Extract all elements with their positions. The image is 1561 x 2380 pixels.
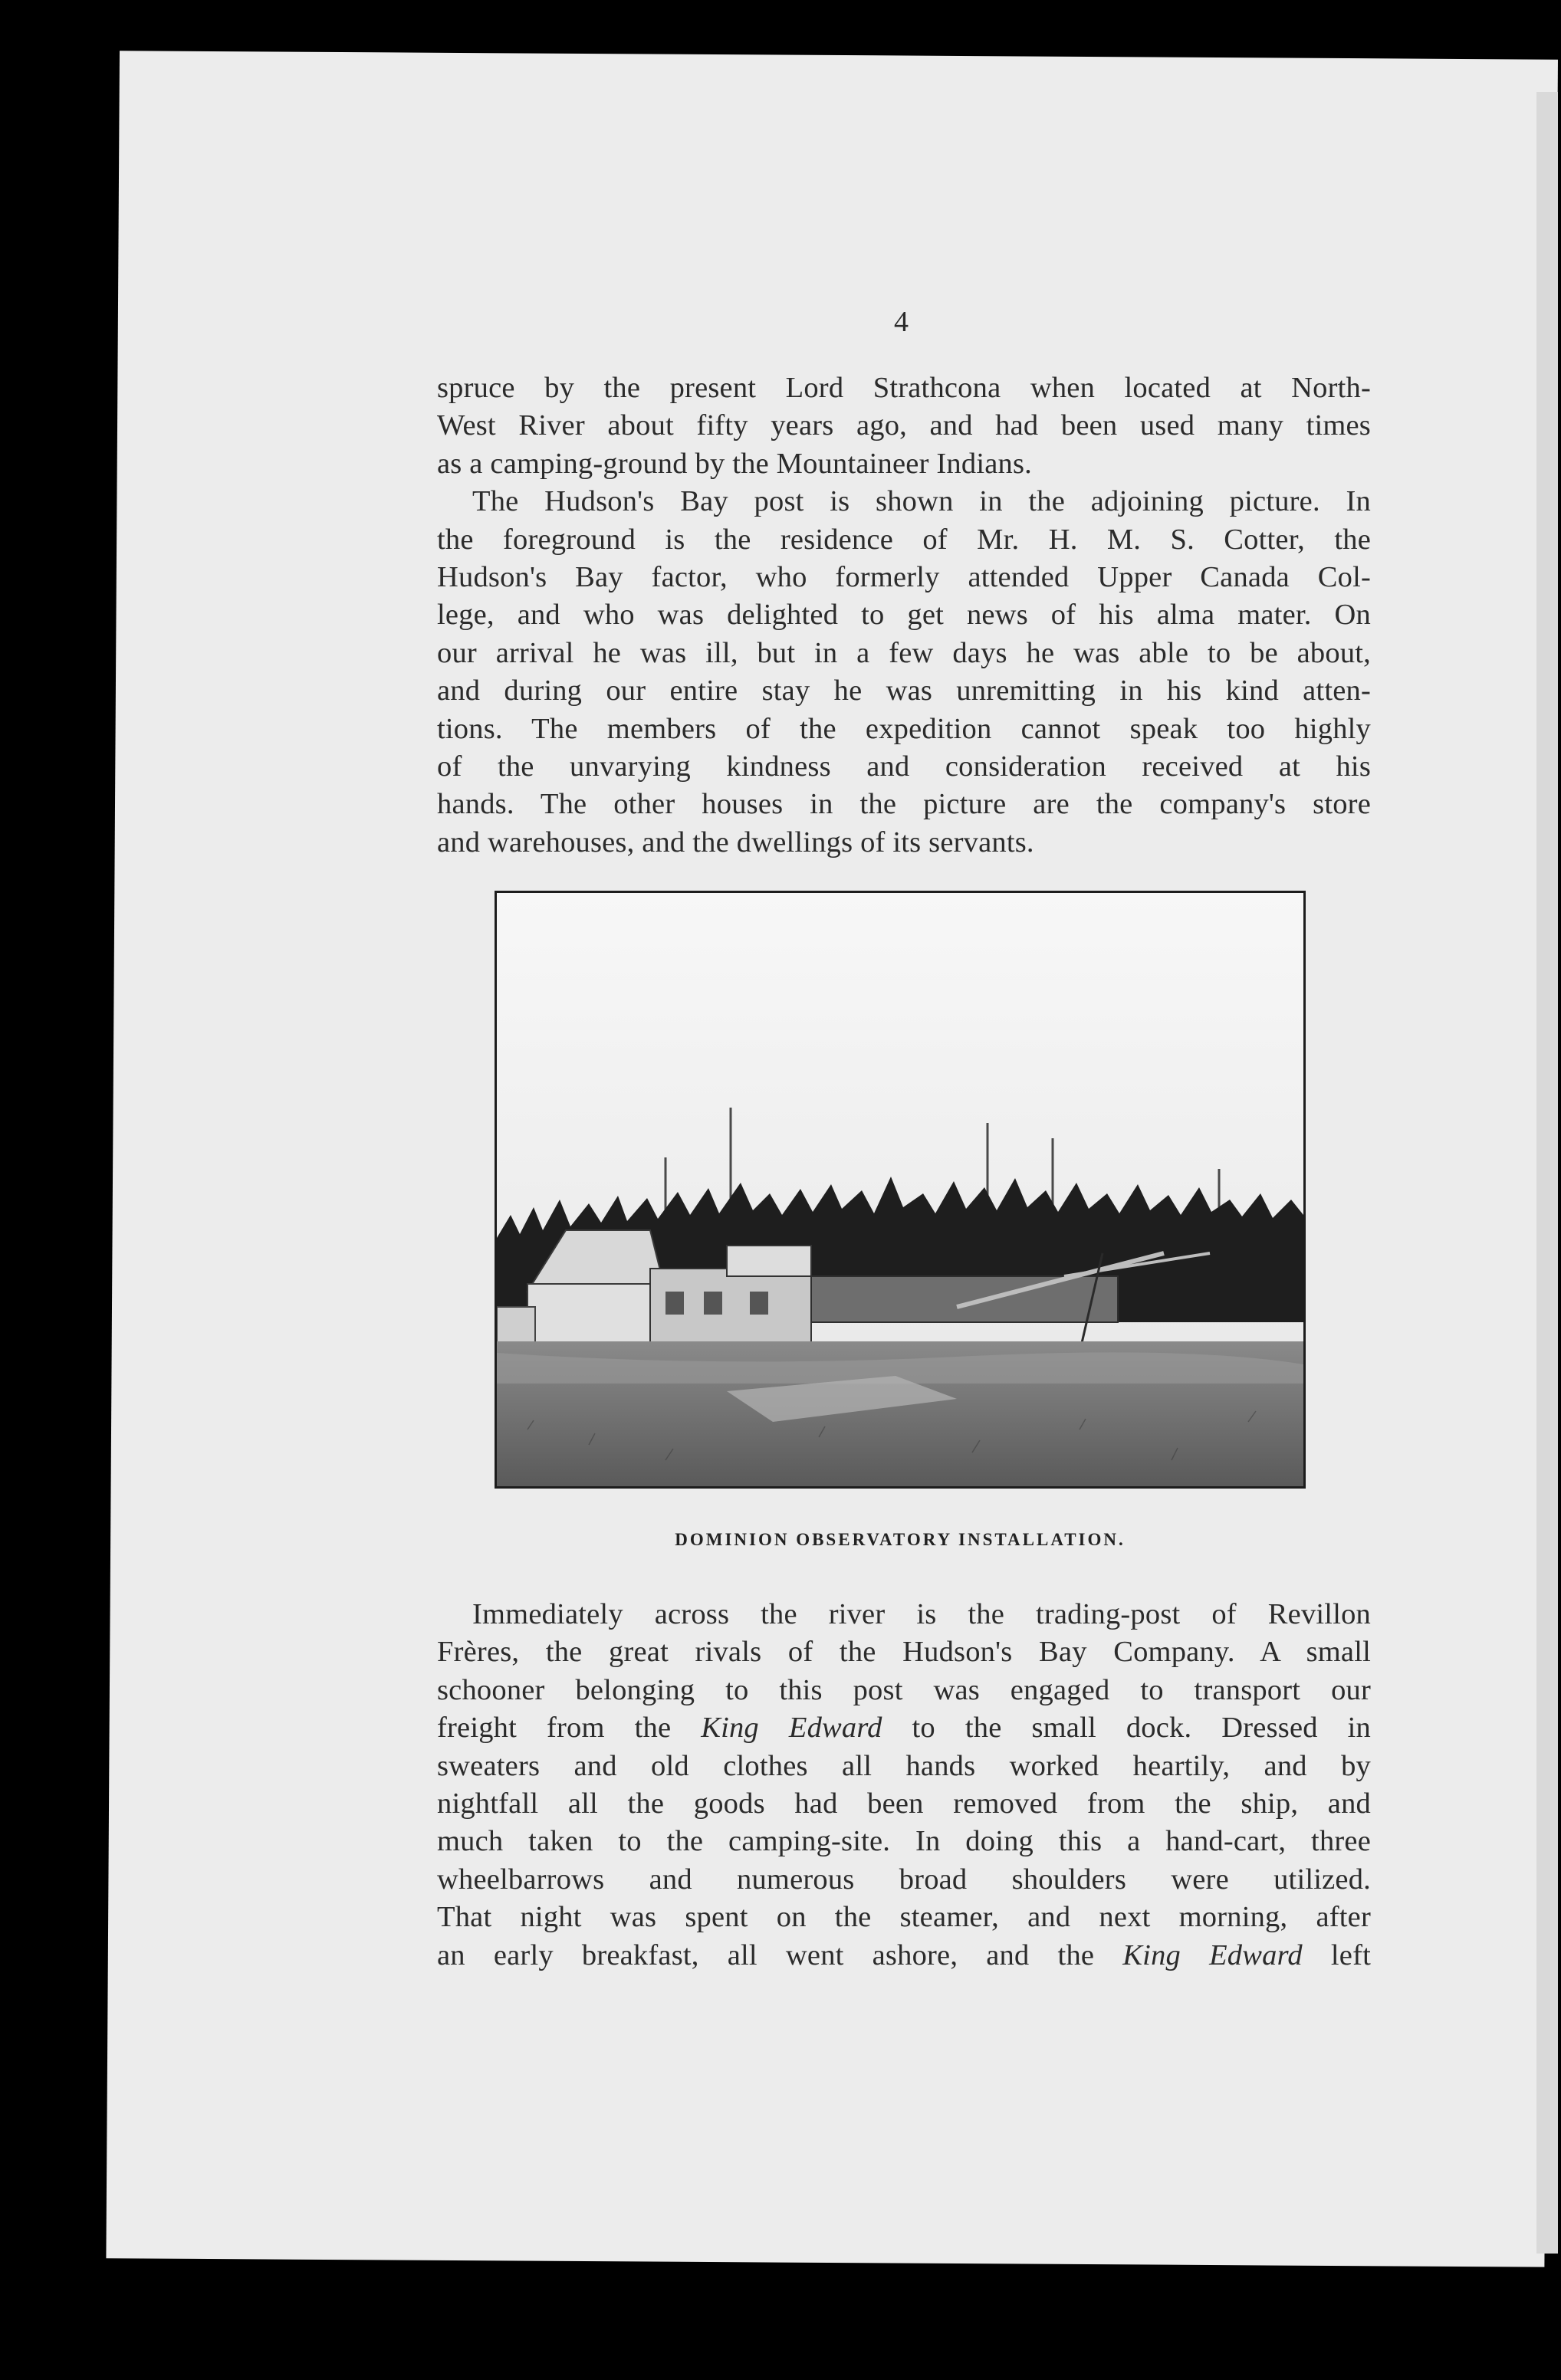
paragraph-1 <box>437 369 1371 862</box>
paragraph-2 <box>437 1596 1371 1975</box>
text-line: schooner belonging to this post was engaged to transport our <box>437 1673 1371 1706</box>
text-line: wheelbarrows and numerous broad shoulders were utilized. <box>437 1863 1371 1896</box>
ship-name: King Edward <box>1122 1938 1303 1971</box>
text-line: Immediately across the river is the trading-post of Revillon <box>472 1598 1371 1630</box>
landscape-photo <box>497 893 1303 1486</box>
text-line: as a camping-ground by the Mountaineer Indians. <box>437 447 1032 480</box>
text-line: nightfall all the goods had been removed from the ship, and <box>437 1787 1371 1820</box>
page-number: 4 <box>894 306 909 338</box>
photo-figure <box>495 891 1306 1489</box>
text-line-with-ship <box>437 1709 1371 1747</box>
text-line: much taken to the camping-site. In doing this a hand-cart, three <box>437 1825 1371 1858</box>
text-line: That night was spent on the steamer, and next morning, after <box>437 1901 1371 1934</box>
page-edge <box>1536 92 1558 2254</box>
text-line: and during our entire stay he was unremitting in his kind atten- <box>437 675 1371 707</box>
text-line: The Hudson's Bay post is shown in the adjoining picture. In <box>472 485 1371 518</box>
text-fragment: to the small dock. Dressed in <box>882 1712 1371 1745</box>
text-line: Frères, the great rivals of the Hudson's Bay Company. A small <box>437 1636 1371 1669</box>
text-line: hands. The other houses in the picture are the company's store <box>437 788 1371 821</box>
text-line: Hudson's Bay factor, who formerly attended Upper Canada Col- <box>437 561 1371 594</box>
text-line: lege, and who was delighted to get news of his alma mater. On <box>437 599 1371 632</box>
text-fragment: an early breakfast, all went ashore, and the <box>437 1938 1123 1971</box>
text-line: of the unvarying kindness and consideration received at his <box>437 750 1371 783</box>
ship-name: King Edward <box>701 1712 882 1745</box>
text-line: West River about fifty years ago, and had been used many times <box>437 409 1371 442</box>
text-line: spruce by the present Lord Strathcona when located at North- <box>437 372 1371 404</box>
text-line: the foreground is the residence of Mr. H. M. S. Cotter, the <box>437 523 1371 556</box>
text-line: and warehouses, and the dwellings of its servants. <box>437 826 1034 858</box>
text-line: sweaters and old clothes all hands worked heartily, and by <box>437 1749 1371 1782</box>
figure-caption: DOMINION OBSERVATORY INSTALLATION. <box>675 1530 1126 1549</box>
text-line-with-ship <box>437 1937 1371 1975</box>
text-fragment: freight from the <box>437 1712 702 1745</box>
text-line: tions. The members of the expedition cannot speak too highly <box>437 712 1371 745</box>
text-line: our arrival he was ill, but in a few days he was able to be about, <box>437 636 1371 669</box>
text-fragment: left <box>1302 1938 1371 1971</box>
